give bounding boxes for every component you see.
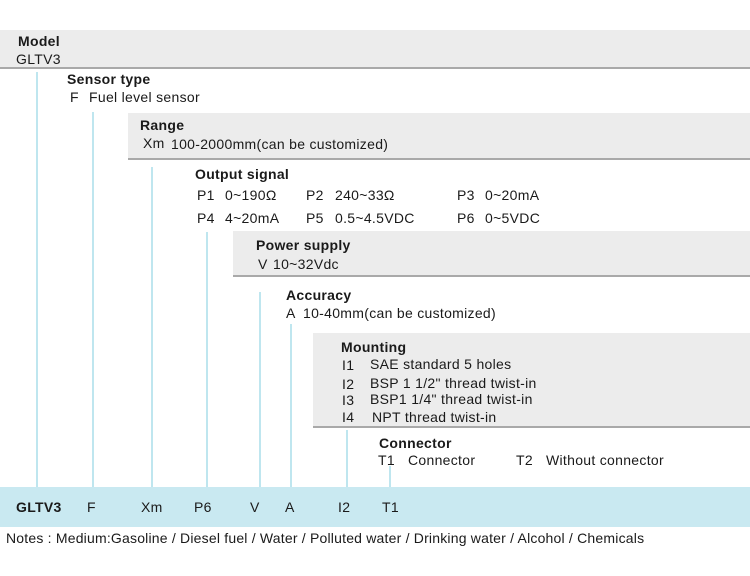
output-option-code: P6: [457, 210, 475, 226]
mounting-option-desc: NPT thread twist-in: [372, 409, 497, 425]
output-option-code: P5: [306, 210, 324, 226]
mounting-option-desc: BSP 1 1/2" thread twist-in: [370, 375, 537, 391]
range-title: Range: [140, 117, 185, 133]
output-option-code: P2: [306, 187, 324, 203]
connector-option-code: T2: [516, 452, 533, 468]
accuracy-code: A: [286, 305, 296, 321]
code-bar-connector: T1: [382, 499, 399, 515]
output-option-code: P3: [457, 187, 475, 203]
range-connector-line: [151, 167, 153, 487]
sensor-type-title: Sensor type: [67, 71, 151, 87]
code-bar-range: Xm: [141, 499, 163, 515]
output-option-desc: 4~20mA: [225, 210, 280, 226]
connector-title: Connector: [379, 435, 452, 451]
notes-text: Notes : Medium:Gasoline / Diesel fuel / Water / Polluted water / Drinking water / Alcohol / Chemicals: [6, 530, 645, 546]
order-code-bar: [0, 487, 750, 527]
mounting-title: Mounting: [341, 339, 407, 355]
mounting-option-desc: SAE standard 5 holes: [370, 356, 512, 372]
mounting-option-desc: BSP1 1/4" thread twist-in: [370, 391, 533, 407]
mounting-option-code: I4: [342, 409, 355, 425]
code-bar-mounting: I2: [338, 499, 351, 515]
output-connector-line: [206, 232, 208, 487]
power-supply-code: V: [258, 256, 268, 272]
model-title: Model: [18, 33, 60, 49]
accuracy-desc: 10-40mm(can be customized): [303, 305, 496, 321]
connector-option-desc: Connector: [408, 452, 476, 468]
output-option-desc: 240~33Ω: [335, 187, 395, 203]
power-supply-desc: 10~32Vdc: [273, 256, 339, 272]
sensor-connector-line: [92, 112, 94, 487]
output-option-code: P1: [197, 187, 215, 203]
output-signal-title: Output signal: [195, 166, 290, 182]
output-option-desc: 0~5VDC: [485, 210, 541, 226]
model-value: GLTV3: [16, 51, 61, 67]
code-bar-sensor: F: [87, 499, 96, 515]
power-supply-title: Power supply: [256, 237, 351, 253]
mounting-option-code: I3: [342, 392, 355, 408]
accuracy-connector-line: [290, 324, 292, 487]
code-bar-output: P6: [194, 499, 212, 515]
output-option-desc: 0~20mA: [485, 187, 540, 203]
code-bar-model: GLTV3: [16, 499, 62, 515]
output-option-code: P4: [197, 210, 215, 226]
output-option-desc: 0~190Ω: [225, 187, 277, 203]
sensor-type-desc: Fuel level sensor: [89, 89, 200, 105]
power-connector-line: [259, 292, 261, 487]
connector-option-code: T1: [378, 452, 395, 468]
output-option-desc: 0.5~4.5VDC: [335, 210, 415, 226]
connector-connector-line: [389, 466, 391, 487]
model-band: [0, 30, 750, 69]
mounting-option-code: I1: [342, 357, 355, 373]
code-bar-accuracy: A: [285, 499, 295, 515]
code-bar-power: V: [250, 499, 260, 515]
accuracy-title: Accuracy: [286, 287, 352, 303]
range-code: Xm: [143, 135, 165, 151]
sensor-type-code: F: [70, 89, 79, 105]
model-connector-line: [36, 72, 38, 487]
mounting-option-code: I2: [342, 376, 355, 392]
connector-option-desc: Without connector: [546, 452, 664, 468]
mounting-connector-line: [346, 430, 348, 487]
range-desc: 100-2000mm(can be customized): [171, 136, 389, 152]
